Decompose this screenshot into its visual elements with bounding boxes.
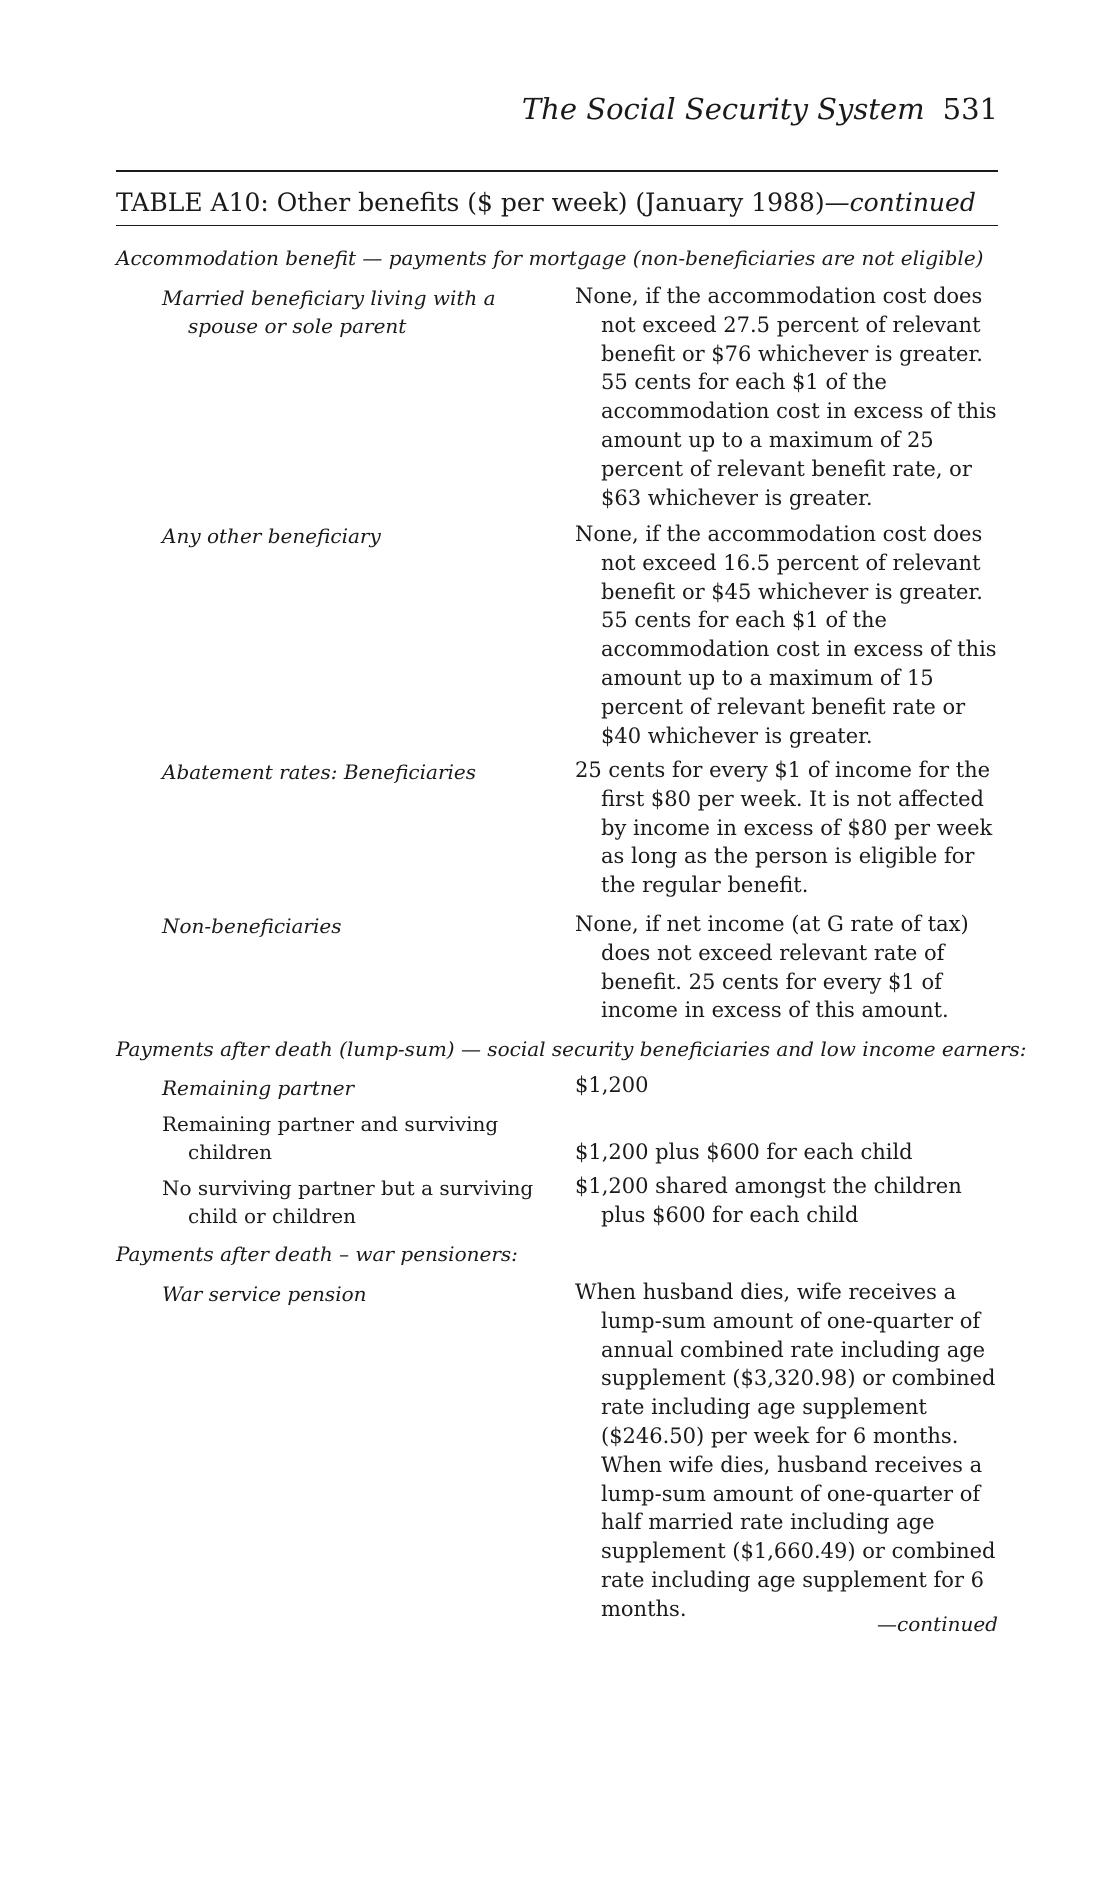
row-label-text: Abatement rates: Beneficiaries: [162, 760, 477, 784]
row-label: [162, 1074, 552, 1102]
row-description: None, if the accommodation cost does not exceed 27.5 percent of relevant benefit or $76 whichever is greater. 55 cents for each $1 of the accommodation cost in excess of this amount up to a maximum of 25 percent of relevant benefit rate, or $63 whichever is greater.: [575, 284, 997, 510]
header-rule: [116, 225, 998, 226]
row-label: [162, 912, 552, 940]
row-description: When husband dies, wife receives a lump-sum amount of one-quarter of annual combined rate including age supplement ($3,320.98) or combined rate including age supplement ($246.50) per week for 6 months. When wife dies, husband receives a lump-sum amount of one-quarter of half married rate including age supplement ($1,660.49) or combined rate including age supplement for 6 months.: [575, 1280, 996, 1621]
row-label-text: War service pension: [162, 1282, 367, 1306]
section-heading-war: Payments after death – war pensioners:: [116, 1242, 518, 1266]
row-label: [162, 1280, 552, 1308]
row-description: None, if net income (at G rate of tax) does not exceed relevant rate of benefit. 25 cents for every $1 of income in excess of this amount.: [575, 912, 969, 1023]
continued-note: —continued: [877, 1612, 998, 1636]
section-heading-accommodation: Accommodation benefit — payments for mortgage (non-beneficiaries are not eligible): [116, 246, 984, 270]
row-label-text: Married beneficiary living with a spouse or sole parent: [162, 286, 496, 338]
table-title-suffix: —continued: [824, 188, 976, 217]
page-number: 531: [942, 92, 998, 126]
top-rule: [116, 170, 998, 172]
row-label: [162, 1110, 547, 1166]
row-description: $1,200: [575, 1073, 649, 1097]
row-description: $1,200 plus $600 for each child: [575, 1140, 913, 1164]
row-label-text: Remaining partner: [162, 1076, 355, 1100]
row-label: [162, 522, 552, 550]
row-description: 25 cents for every $1 of income for the first $80 per week. It is not affected by income in excess of $80 per week as long as the person is eligible for the regular benefit.: [575, 758, 993, 898]
row-label-text: Remaining partner and surviving children: [162, 1112, 499, 1164]
row-label: [162, 284, 552, 340]
row-description: None, if the accommodation cost does not exceed 16.5 percent of relevant benefit or $45 whichever is greater. 55 cents for each $1 of the accommodation cost in excess of this amount up to a maximum of 15 percent of relevant benefit rate or $40 whichever is greater.: [575, 522, 997, 748]
row-description: $1,200 shared amongst the children plus $600 for each child: [575, 1174, 962, 1227]
running-header: [522, 92, 998, 126]
table-title-text: TABLE A10: Other benefits ($ per week) (January 1988): [116, 188, 825, 217]
row-label-text: Any other beneficiary: [162, 524, 381, 548]
row-label: [162, 1174, 547, 1230]
table-title: [116, 188, 976, 217]
row-label: [162, 758, 552, 786]
row-label-text: Non-beneficiaries: [162, 914, 342, 938]
row-label-text: No surviving partner but a surviving child or children: [162, 1176, 534, 1228]
running-title: The Social Security System: [521, 92, 925, 126]
section-heading-lump-sum: Payments after death (lump-sum) — social security beneficiaries and low income earners:: [116, 1037, 1027, 1061]
